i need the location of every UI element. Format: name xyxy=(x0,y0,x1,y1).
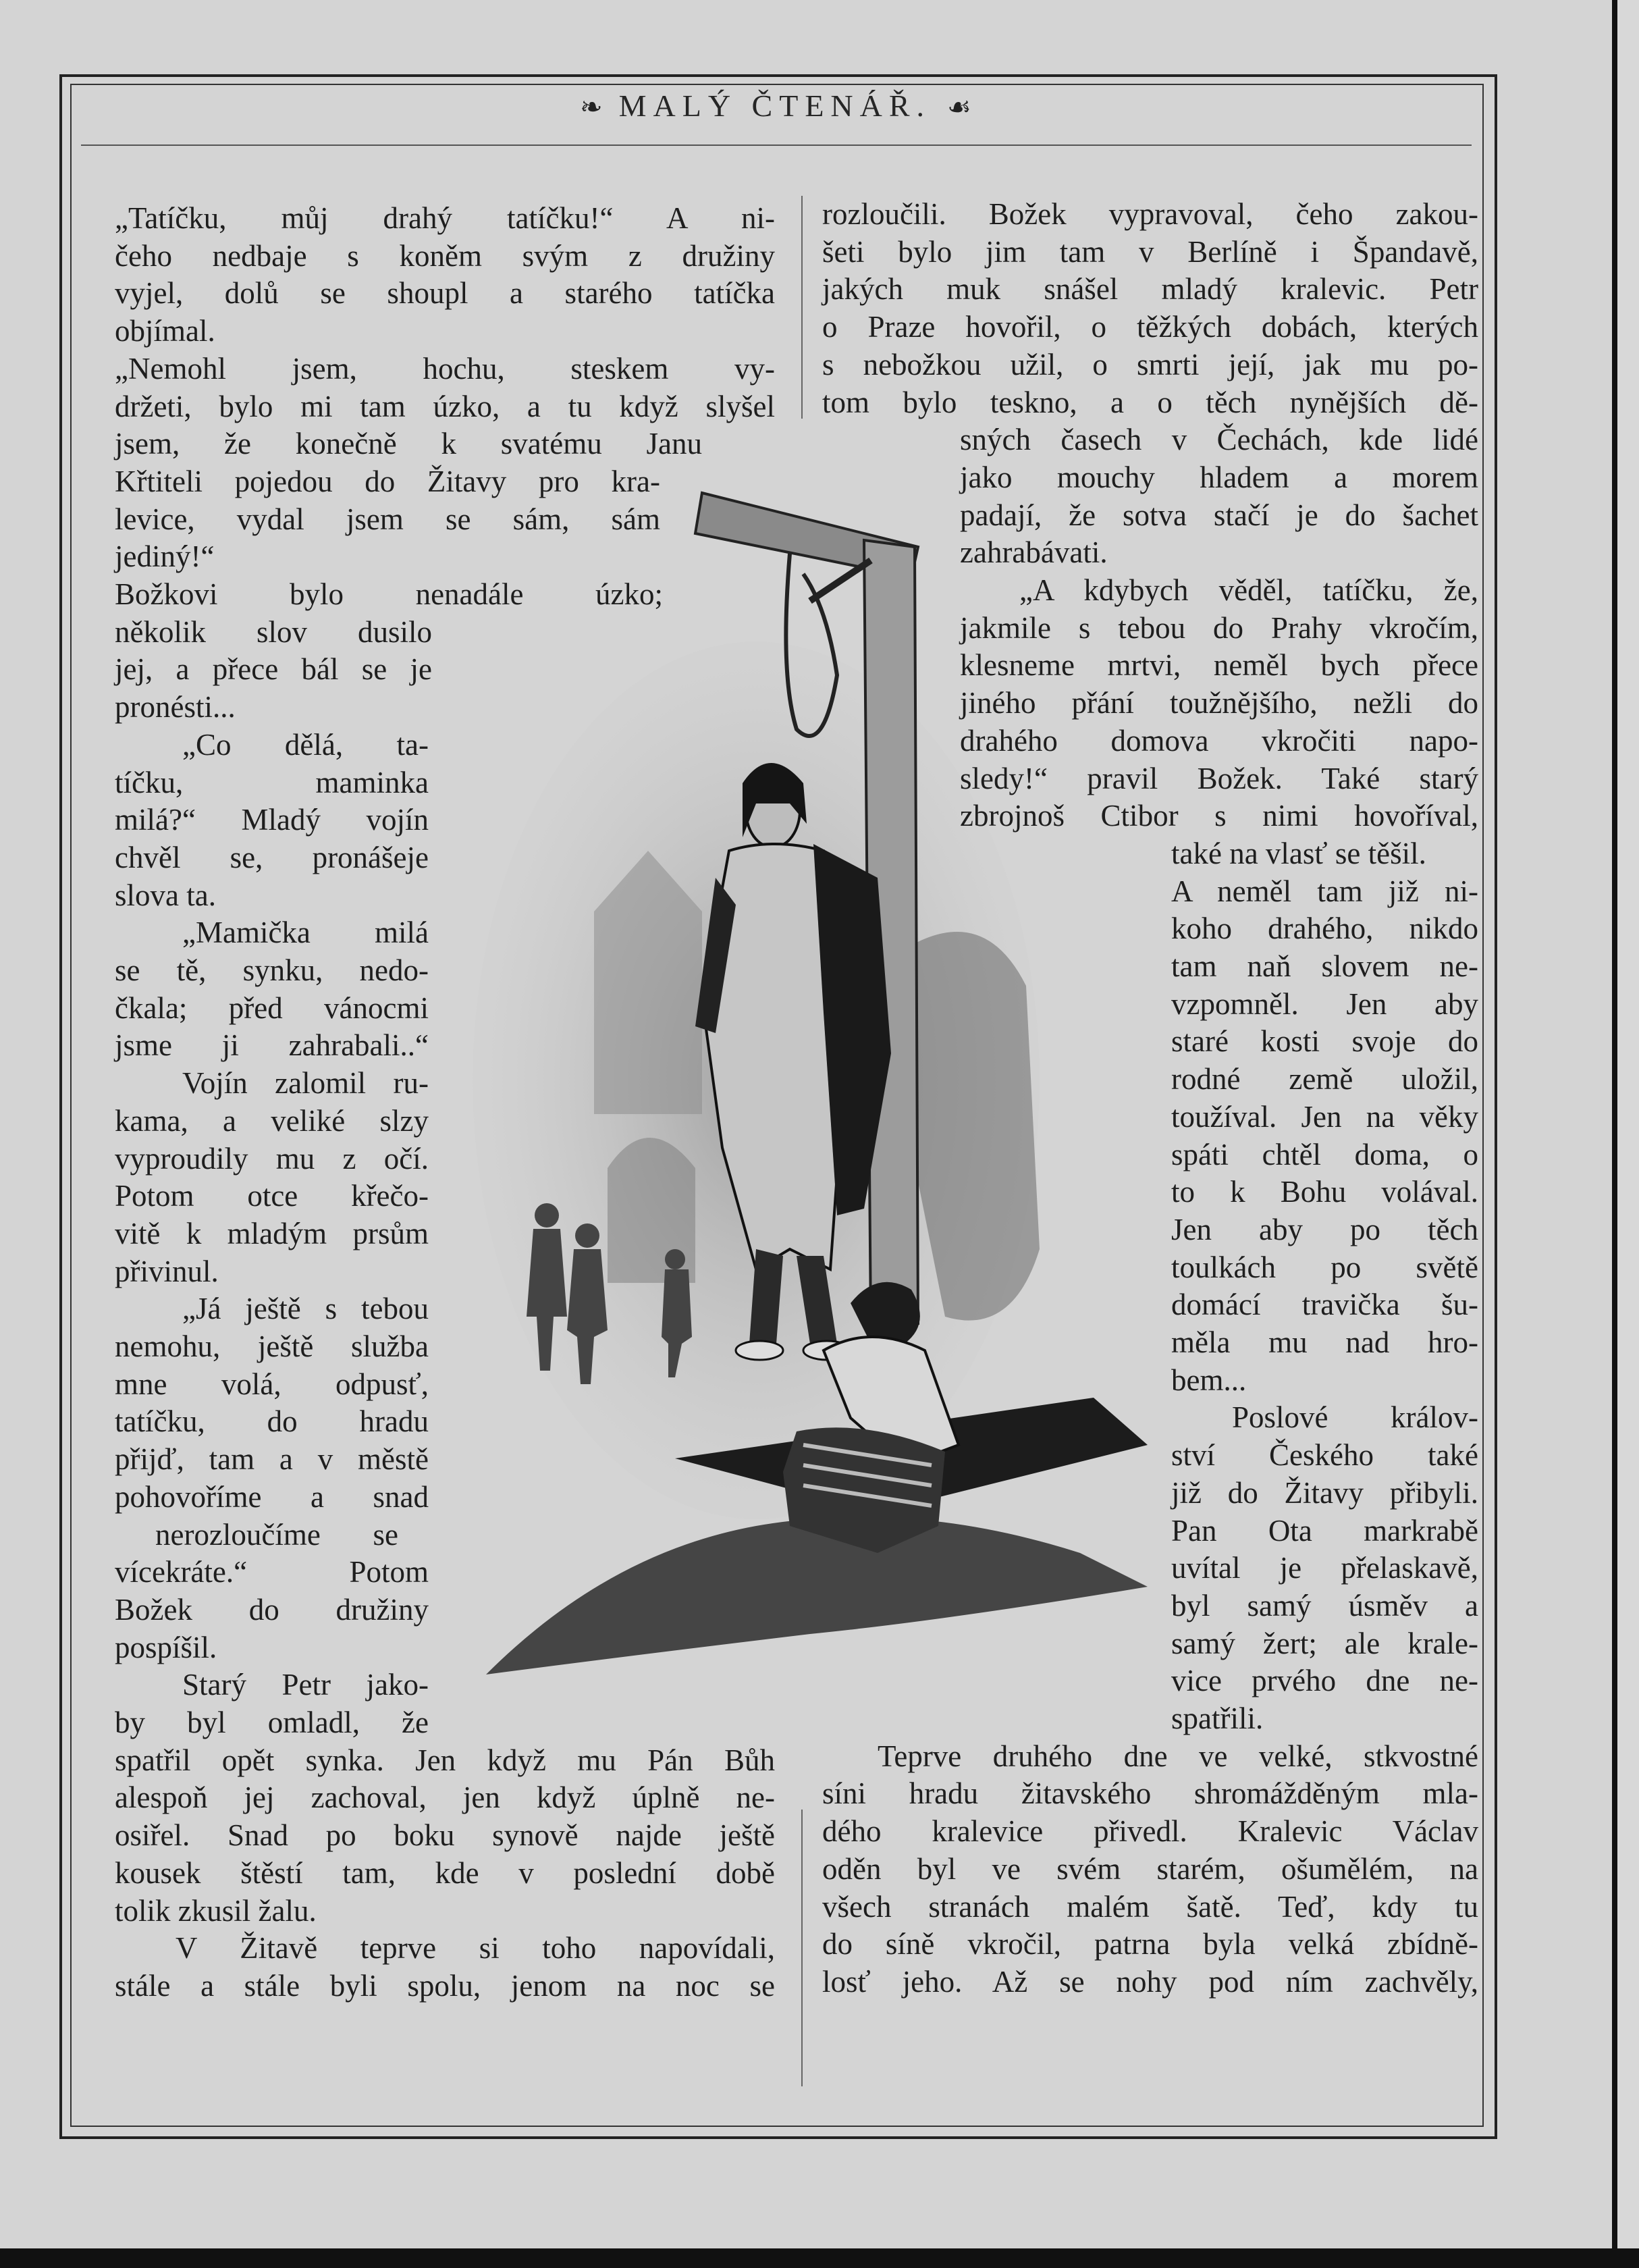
left-column-line: vyjel, dolů se shoupl a starého tatíčka xyxy=(115,276,775,310)
right-column-line: rodné země uložil, xyxy=(1171,1062,1478,1096)
right-column-line: toužíval. Jen na věky xyxy=(1171,1100,1478,1134)
right-column-line: tom bylo teskno, a o těch nynějších dě- xyxy=(822,386,1478,419)
left-column-line: levice, vydal jsem se sám, sám xyxy=(115,502,660,536)
left-column-line: „Nemohl jsem, hochu, steskem vy- xyxy=(115,352,775,386)
right-column-line: Jen aby po těch xyxy=(1171,1213,1478,1246)
right-column-line: o Praze hovořil, o těžkých dobách, kterých xyxy=(822,310,1478,344)
left-column-line: „Co dělá, ta- xyxy=(182,728,429,762)
left-column-line: kousek štěstí tam, kde v poslední době xyxy=(115,1856,775,1890)
left-column-line: by byl omladl, že xyxy=(115,1706,429,1739)
left-column-line: spatřil opět synka. Jen když mu Pán Bůh xyxy=(115,1743,775,1777)
right-column-line: losť jeho. Až se nohy pod ním zachvěly, xyxy=(822,1965,1478,1999)
left-column-line: nemohu, ještě služba xyxy=(115,1329,429,1363)
right-column-line: vice prvého dne ne- xyxy=(1171,1664,1478,1697)
left-column-line: osiřel. Snad po boku synově najde ještě xyxy=(115,1818,775,1852)
left-column-line: „Mamička milá xyxy=(182,916,429,949)
ornament-left-icon: ❧ xyxy=(580,92,603,122)
right-column-line: uvítal je přelaskavě, xyxy=(1171,1551,1478,1585)
running-header xyxy=(70,88,1481,135)
right-column-line: dého kralevice přivedl. Kralevic Václav xyxy=(822,1814,1478,1848)
left-column-line: „Tatíčku, můj drahý tatíčku!“ A ni- xyxy=(115,201,775,235)
left-column-line: Starý Petr jako- xyxy=(182,1668,429,1702)
left-column-line: čkala; před vánocmi xyxy=(115,991,429,1025)
left-column-line: pohovoříme a snad xyxy=(115,1480,429,1514)
left-column-line: nerozloučíme se xyxy=(155,1518,398,1552)
left-column-line: jsme ji zahrabali..“ xyxy=(115,1028,429,1062)
right-column-line: staré kosti svoje do xyxy=(1171,1024,1478,1058)
header-rule xyxy=(81,144,1472,146)
right-column-line: síni hradu žitavského shromážděným mla- xyxy=(822,1776,1478,1810)
right-column-line: domácí travička šu- xyxy=(1171,1288,1478,1321)
right-column-line: spáti chtěl doma, o xyxy=(1171,1138,1478,1171)
left-column-line: přijď, tam a v městě xyxy=(115,1442,429,1476)
right-column-line: to k Bohu volával. xyxy=(1171,1175,1478,1209)
scan-edge-bottom xyxy=(0,2248,1639,2268)
left-column-line: Potom otce křečo- xyxy=(115,1179,429,1213)
left-column-line: Božek do družiny xyxy=(115,1593,429,1627)
right-column-line: již do Žitavy přibyli. xyxy=(1171,1476,1478,1510)
right-column-line: sných časech v Čechách, kde lidé xyxy=(960,423,1478,456)
left-column-line: jsem, že konečně k svatému Janu xyxy=(115,427,702,460)
left-column-line: objímal. xyxy=(115,314,215,348)
left-column-line: kama, a veliké slzy xyxy=(115,1104,429,1138)
right-column-line: vzpomněl. Jen aby xyxy=(1171,987,1478,1021)
left-column-line: tolik zkusil žalu. xyxy=(115,1894,317,1928)
right-column-line: spatřili. xyxy=(1171,1702,1264,1735)
scan-edge-right xyxy=(1612,0,1617,2268)
left-column-line: pospíšil. xyxy=(115,1631,217,1664)
right-column-line: měla mu nad hro- xyxy=(1171,1325,1478,1359)
left-column-line: vícekráte.“ Potom xyxy=(115,1555,429,1589)
left-column-line: stále a stále byli spolu, jenom na noc se xyxy=(115,1969,775,2003)
left-column-line: chvěl se, pronášeje xyxy=(115,841,429,874)
right-column-line: „A kdybych věděl, tatíčku, že, xyxy=(1019,573,1478,607)
right-column-line: jako mouchy hladem a morem xyxy=(960,460,1478,494)
right-column-line: s nebožkou užil, o smrti její, jak mu po- xyxy=(822,348,1478,381)
left-column-line: slova ta. xyxy=(115,878,216,912)
right-column-line: koho drahého, nikdo xyxy=(1171,912,1478,945)
left-column-line: Křtiteli pojedou do Žitavy pro kra- xyxy=(115,465,660,498)
left-column-line: přivinul. xyxy=(115,1255,219,1288)
right-column-line: sledy!“ pravil Božek. Také starý xyxy=(960,762,1478,795)
left-column-line: „Já ještě s tebou xyxy=(182,1292,429,1325)
right-column-line: oděn byl ve svém starém, ošumělém, na xyxy=(822,1852,1478,1886)
left-column-line: milá?“ Mladý vojín xyxy=(115,803,429,837)
journal-title: MALÝ ČTENÁŘ. xyxy=(618,88,932,123)
right-column-line: zbrojnoš Ctibor s nimi hovoříval, xyxy=(960,799,1478,833)
right-column-line: Teprve druhého dne ve velké, stkvostné xyxy=(878,1739,1478,1773)
right-column-line: zahrabávati. xyxy=(960,535,1108,569)
left-column-line: tatíčku, do hradu xyxy=(115,1404,429,1438)
left-column-line: čeho nedbaje s koněm svým z družiny xyxy=(115,239,775,273)
right-column-line: jakmile s tebou do Prahy vkročím, xyxy=(960,611,1478,645)
right-column-line: jiného přání toužnějšího, nežli do xyxy=(960,686,1478,720)
right-column-line: toulkách po světě xyxy=(1171,1250,1478,1284)
left-column-line: několik slov dusilo xyxy=(115,615,432,649)
left-column-line: jediný!“ xyxy=(115,539,215,573)
right-column-line: šeti bylo jim tam v Berlíně i Špandavě, xyxy=(822,235,1478,269)
right-column-line: do síně vkročil, patrna byla velká zbídně- xyxy=(822,1927,1478,1961)
right-column-line: ství Českého také xyxy=(1171,1438,1478,1472)
right-column-line: rozloučili. Božek vypravoval, čeho zakou- xyxy=(822,197,1478,231)
right-column-line: byl samý úsměv a xyxy=(1171,1589,1478,1623)
right-column-line: padají, že sotva stačí je do šachet xyxy=(960,498,1478,532)
left-column-line: držeti, bylo mi tam úzko, a tu když slyšel xyxy=(115,390,775,423)
right-column-line: také na vlasť se těšil. xyxy=(1171,837,1426,870)
right-column-line: klesneme mrtvi, neměl bych přece xyxy=(960,648,1478,682)
right-column-line: samý žert; ale krale- xyxy=(1171,1627,1478,1660)
right-column-line: bem... xyxy=(1171,1363,1247,1397)
left-column-line: mne volá, odpusť, xyxy=(115,1367,429,1401)
right-column-line: A neměl tam již ni- xyxy=(1171,874,1478,908)
left-column-line: alespoň jej zachoval, jen když úplně ne- xyxy=(115,1781,775,1814)
left-column-line: Vojín zalomil ru- xyxy=(182,1066,429,1100)
left-column-line: Božkovi bylo nenadále úzko; xyxy=(115,577,663,611)
column-divider-bottom xyxy=(801,1810,803,2086)
left-column-line: tíčku, maminka xyxy=(115,766,429,799)
left-column-line: vyproudily mu z očí. xyxy=(115,1142,429,1176)
left-column-line: jej, a přece bál se je xyxy=(115,652,432,686)
right-column-line: všech stranách malém šatě. Teď, kdy tu xyxy=(822,1890,1478,1924)
right-column-line: Pan Ota markrabě xyxy=(1171,1514,1478,1548)
left-column-line: se tě, synku, nedo- xyxy=(115,953,429,987)
ornament-right-icon: ☙ xyxy=(947,92,971,122)
column-divider-top xyxy=(801,196,803,419)
right-column-line: drahého domova vkročiti napo- xyxy=(960,724,1478,758)
right-column-line: jakých muk snášel mladý kralevic. Petr xyxy=(822,272,1478,306)
right-column-line: Poslové králov- xyxy=(1232,1400,1478,1434)
left-column-line: pronésti... xyxy=(115,690,236,724)
left-column-line: V Žitavě teprve si toho napovídali, xyxy=(176,1931,775,1965)
left-column-line: vitě k mladým prsům xyxy=(115,1217,429,1250)
right-column-line: tam naň slovem ne- xyxy=(1171,949,1478,983)
